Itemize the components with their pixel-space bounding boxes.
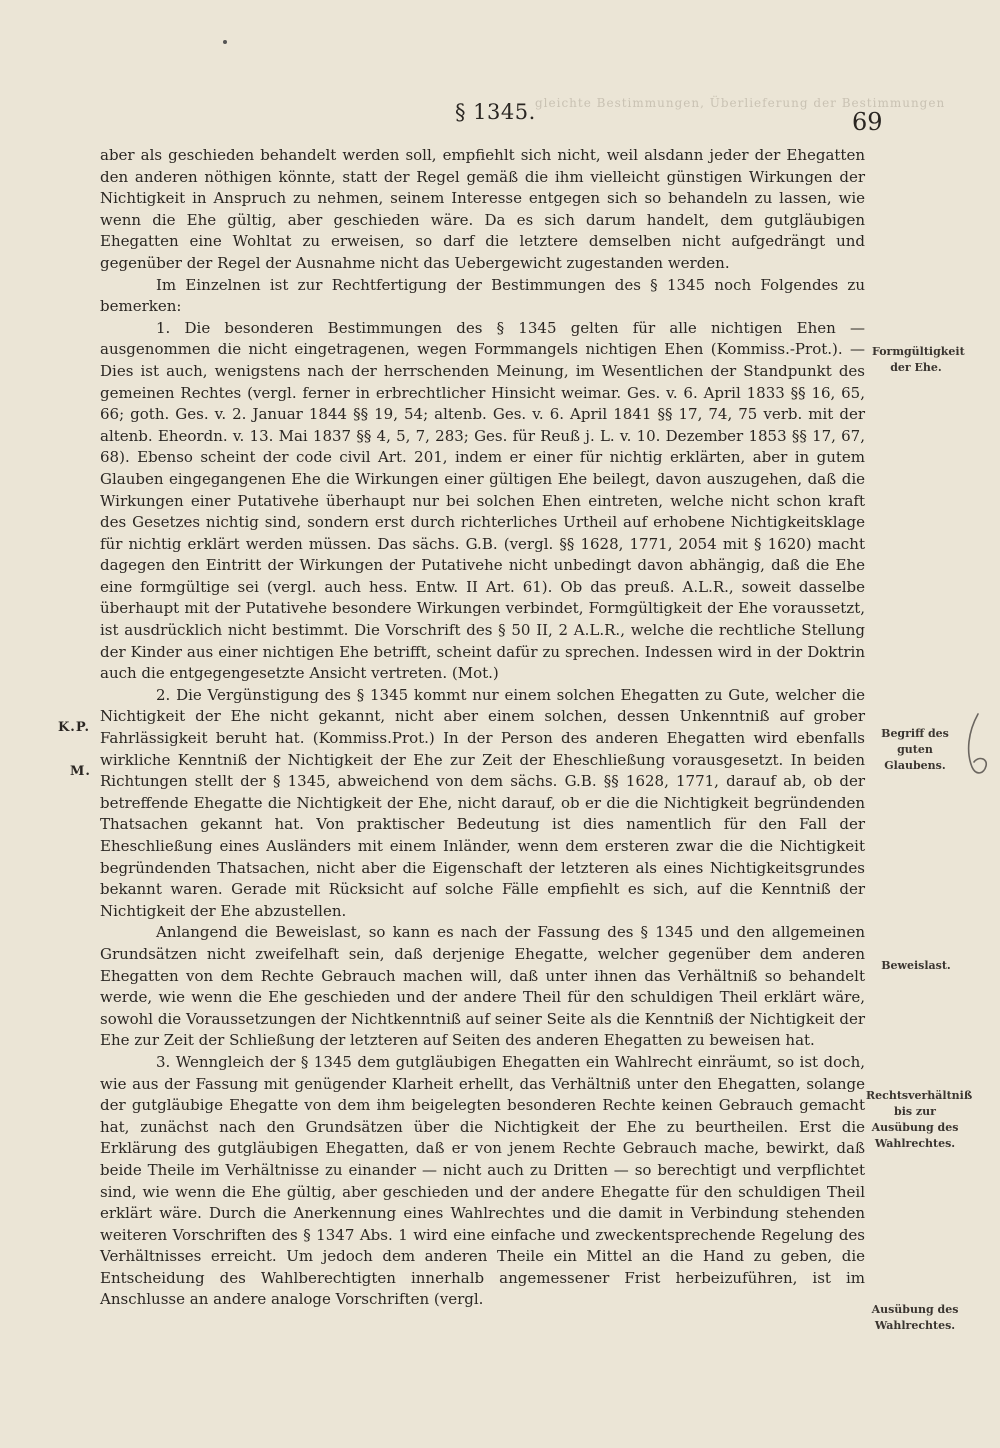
body-text: [100, 145, 865, 1311]
paragraph: Anlangend die Beweislast, so kann es nach der Fassung des § 1345 und den allgemeinen Grundsätzen nicht zweifelhaft sein, daß derjenige Ehegatte, welcher gegenüber dem anderen Ehegatten von dem Rechte Gebrauch machen will, daß unter ihnen das Verhältniß so behandelt werde, wie wenn die Ehe geschieden und der andere Theil für den schuldigen Theil erklärt wäre, sowohl die Voraussetzungen der Nichtkenntniß auf seiner Seite als die Kenntniß der Nichtigkeit der Ehe zur Zeit der Schließung der letzteren auf Seiten des anderen Ehegatten zu beweisen hat.: [100, 923, 865, 1050]
section-header: § 1345.: [455, 100, 536, 124]
paragraph: Im Einzelnen ist zur Rechtfertigung der Bestimmungen des § 1345 noch Folgendes zu bemerken:: [100, 275, 865, 316]
margin-note-ausuebung: Ausübung des Wahlrechtes.: [871, 1303, 959, 1332]
margin-mark-kp: K.P.: [58, 720, 90, 735]
paragraph: 2. Die Vergünstigung des § 1345 kommt nur einem solchen Ehegatten zu Gute, welcher die Nichtigkeit der Ehe nicht gekannt, nicht aber einem solchen, dessen Unkenntniß auf grober Fahrlässigkeit beruht hat. (Kommiss.Prot.) In der Person des anderen Ehegatten wird ebenfalls wirkliche Kenntniß der Nichtigkeit der Ehe zur Zeit der Eheschließung vorausgesetzt. In beiden Richtungen stellt der § 1345, abweichend von dem sächs. G.B. §§ 1628, 1771, darauf ab, ob der betreffende Ehegatte die Nichtigkeit der Ehe, nicht darauf, ob er die die Nichtigkeit begründenden Thatsachen gekannt hat. Von praktischer Bedeutung ist dies namentlich für den Fall der Eheschließung eines Ausländers mit einem Inländer, wenn dem ersteren zwar die die Nichtigkeit begründenden Thatsachen, nicht aber die Eigenschaft der letzteren als eines Nichtigkeitsgrundes bekannt waren. Gerade mit Rücksicht auf solche Fälle empfiehlt es sich, auf die Kenntniß der Nichtigkeit der Ehe abzustellen.: [100, 685, 865, 920]
margin-note-rechtsverhaeltniss: Rechtsverhältniß bis zur Ausübung des Wahlrechtes.: [866, 1089, 973, 1150]
page-number: 69: [852, 108, 883, 136]
ink-speck: [223, 40, 227, 44]
paragraph: 3. Wenngleich der § 1345 dem gutgläubigen Ehegatten ein Wahlrecht einräumt, so ist doch, wie aus der Fassung mit genügender Klarheit erhellt, das Verhältniß unter den Ehegatten, solange der gutgläubige Ehegatte von dem ihm beigelegten besonderen Rechte keinen Gebrauch gemacht hat, zunächst nach den Grundsätzen über die Nichtigkeit der Ehe zu beurtheilen. Erst die Erklärung des gutgläubigen Ehegatten, daß er von jenem Rechte Gebrauch mache, bewirkt, daß beide Theile im Verhältnisse zu einander — nicht auch zu Dritten — so berechtigt und verpflichtet sind, wie wenn die Ehe gültig, aber geschieden und der andere Ehegatte für den schuldigen Theil erklärt wäre. Durch die Anerkennung eines Wahlrechtes und die damit in Verbindung stehenden weiteren Vorschriften des § 1347 Abs. 1 wird eine einfache und zweckentsprechende Regelung des Verhältnisses erreicht. Um jedoch dem anderen Theile ein Mittel an die Hand zu geben, die Entscheidung des Wahlberechtigten innerhalb angemessener Frist herbeizuführen, ist im Anschlusse an andere analoge Vorschriften (vergl.: [100, 1052, 865, 1309]
margin-note-formgueltigkeit: Formgültigkeit der Ehe.: [872, 345, 965, 374]
margin-note-beweislast: Beweislast.: [881, 959, 951, 972]
margin-note-begriff: Begriff des guten Glaubens.: [881, 727, 949, 772]
bleed-through-text: gleichte Bestimmungen, Überlieferung der Bestimmungen: [535, 96, 946, 110]
paragraph: aber als geschieden behandelt werden soll, empfiehlt sich nicht, weil alsdann jeder der Ehegatten den anderen nöthigen könnte, statt der Regel gemäß die ihm vielleicht günstigen Wirkungen der Nichtigkeit in Anspruch zu nehmen, seinem Interesse entgegen sich so behandeln zu lassen, wie wenn die Ehe gültig, aber geschieden wäre. Da es sich darum handelt, dem gutgläubigen Ehegatten eine Wohltat zu erweisen, so darf die letztere demselben nicht aufgedrängt und gegenüber der Regel der Ausnahme nicht das Uebergewicht zugestanden werden.: [100, 146, 865, 272]
margin-mark-m: M.: [70, 764, 91, 779]
pencil-annotation-mark: [960, 712, 990, 782]
paragraph: 1. Die besonderen Bestimmungen des § 1345 gelten für alle nichtigen Ehen — ausgenommen die nicht eingetragenen, wegen Formmangels nichtigen Ehen (Kommiss.-Prot.). — Dies ist auch, wenigstens nach der herrschenden Meinung, im Wesentlichen der Standpunkt des gemeinen Rechtes (vergl. ferner in erbrechtlicher Hinsicht weimar. Ges. v. 6. April 1833 §§ 16, 65, 66; goth. Ges. v. 2. Januar 1844 §§ 19, 54; altenb. Ges. v. 6. April 1841 §§ 17, 74, 75 verb. mit der altenb. Eheordn. v. 13. Mai 1837 §§ 4, 5, 7, 283; Ges. für Reuß j. L. v. 10. Dezember 1853 §§ 17, 67, 68). Ebenso scheint der code civil Art. 201, indem er einer für nichtig erklärten, aber in gutem Glauben eingegangenen Ehe die Wirkungen einer gültigen Ehe beilegt, davon auszugehen, daß die Wirkungen einer Putativehe überhaupt nur bei solchen Ehen eintreten, welche nicht schon kraft des Gesetzes nichtig sind, sondern erst durch richterliches Urtheil auf erhobene Nichtigkeitsklage für nichtig erklärt werden müssen. Das sächs. G.B. (vergl. §§ 1628, 1771, 2054 mit § 1620) macht dagegen den Eintritt der Wirkungen der Putativehe nicht unbedingt davon abhängig, daß die Ehe eine formgültige sei (vergl. auch hess. Entw. II Art. 61). Ob das preuß. A.L.R., soweit dasselbe überhaupt mit der Putativehe besondere Wirkungen verbindet, Formgültigkeit der Ehe voraussetzt, ist ausdrücklich nicht bestimmt. Die Vorschrift des § 50 II, 2 A.L.R., welche die rechtliche Stellung der Kinder aus einer nichtigen Ehe betrifft, scheint dafür zu sprechen. Indessen wird in der Doktrin auch die entgegengesetzte Ansicht vertreten. (Mot.): [100, 318, 865, 683]
